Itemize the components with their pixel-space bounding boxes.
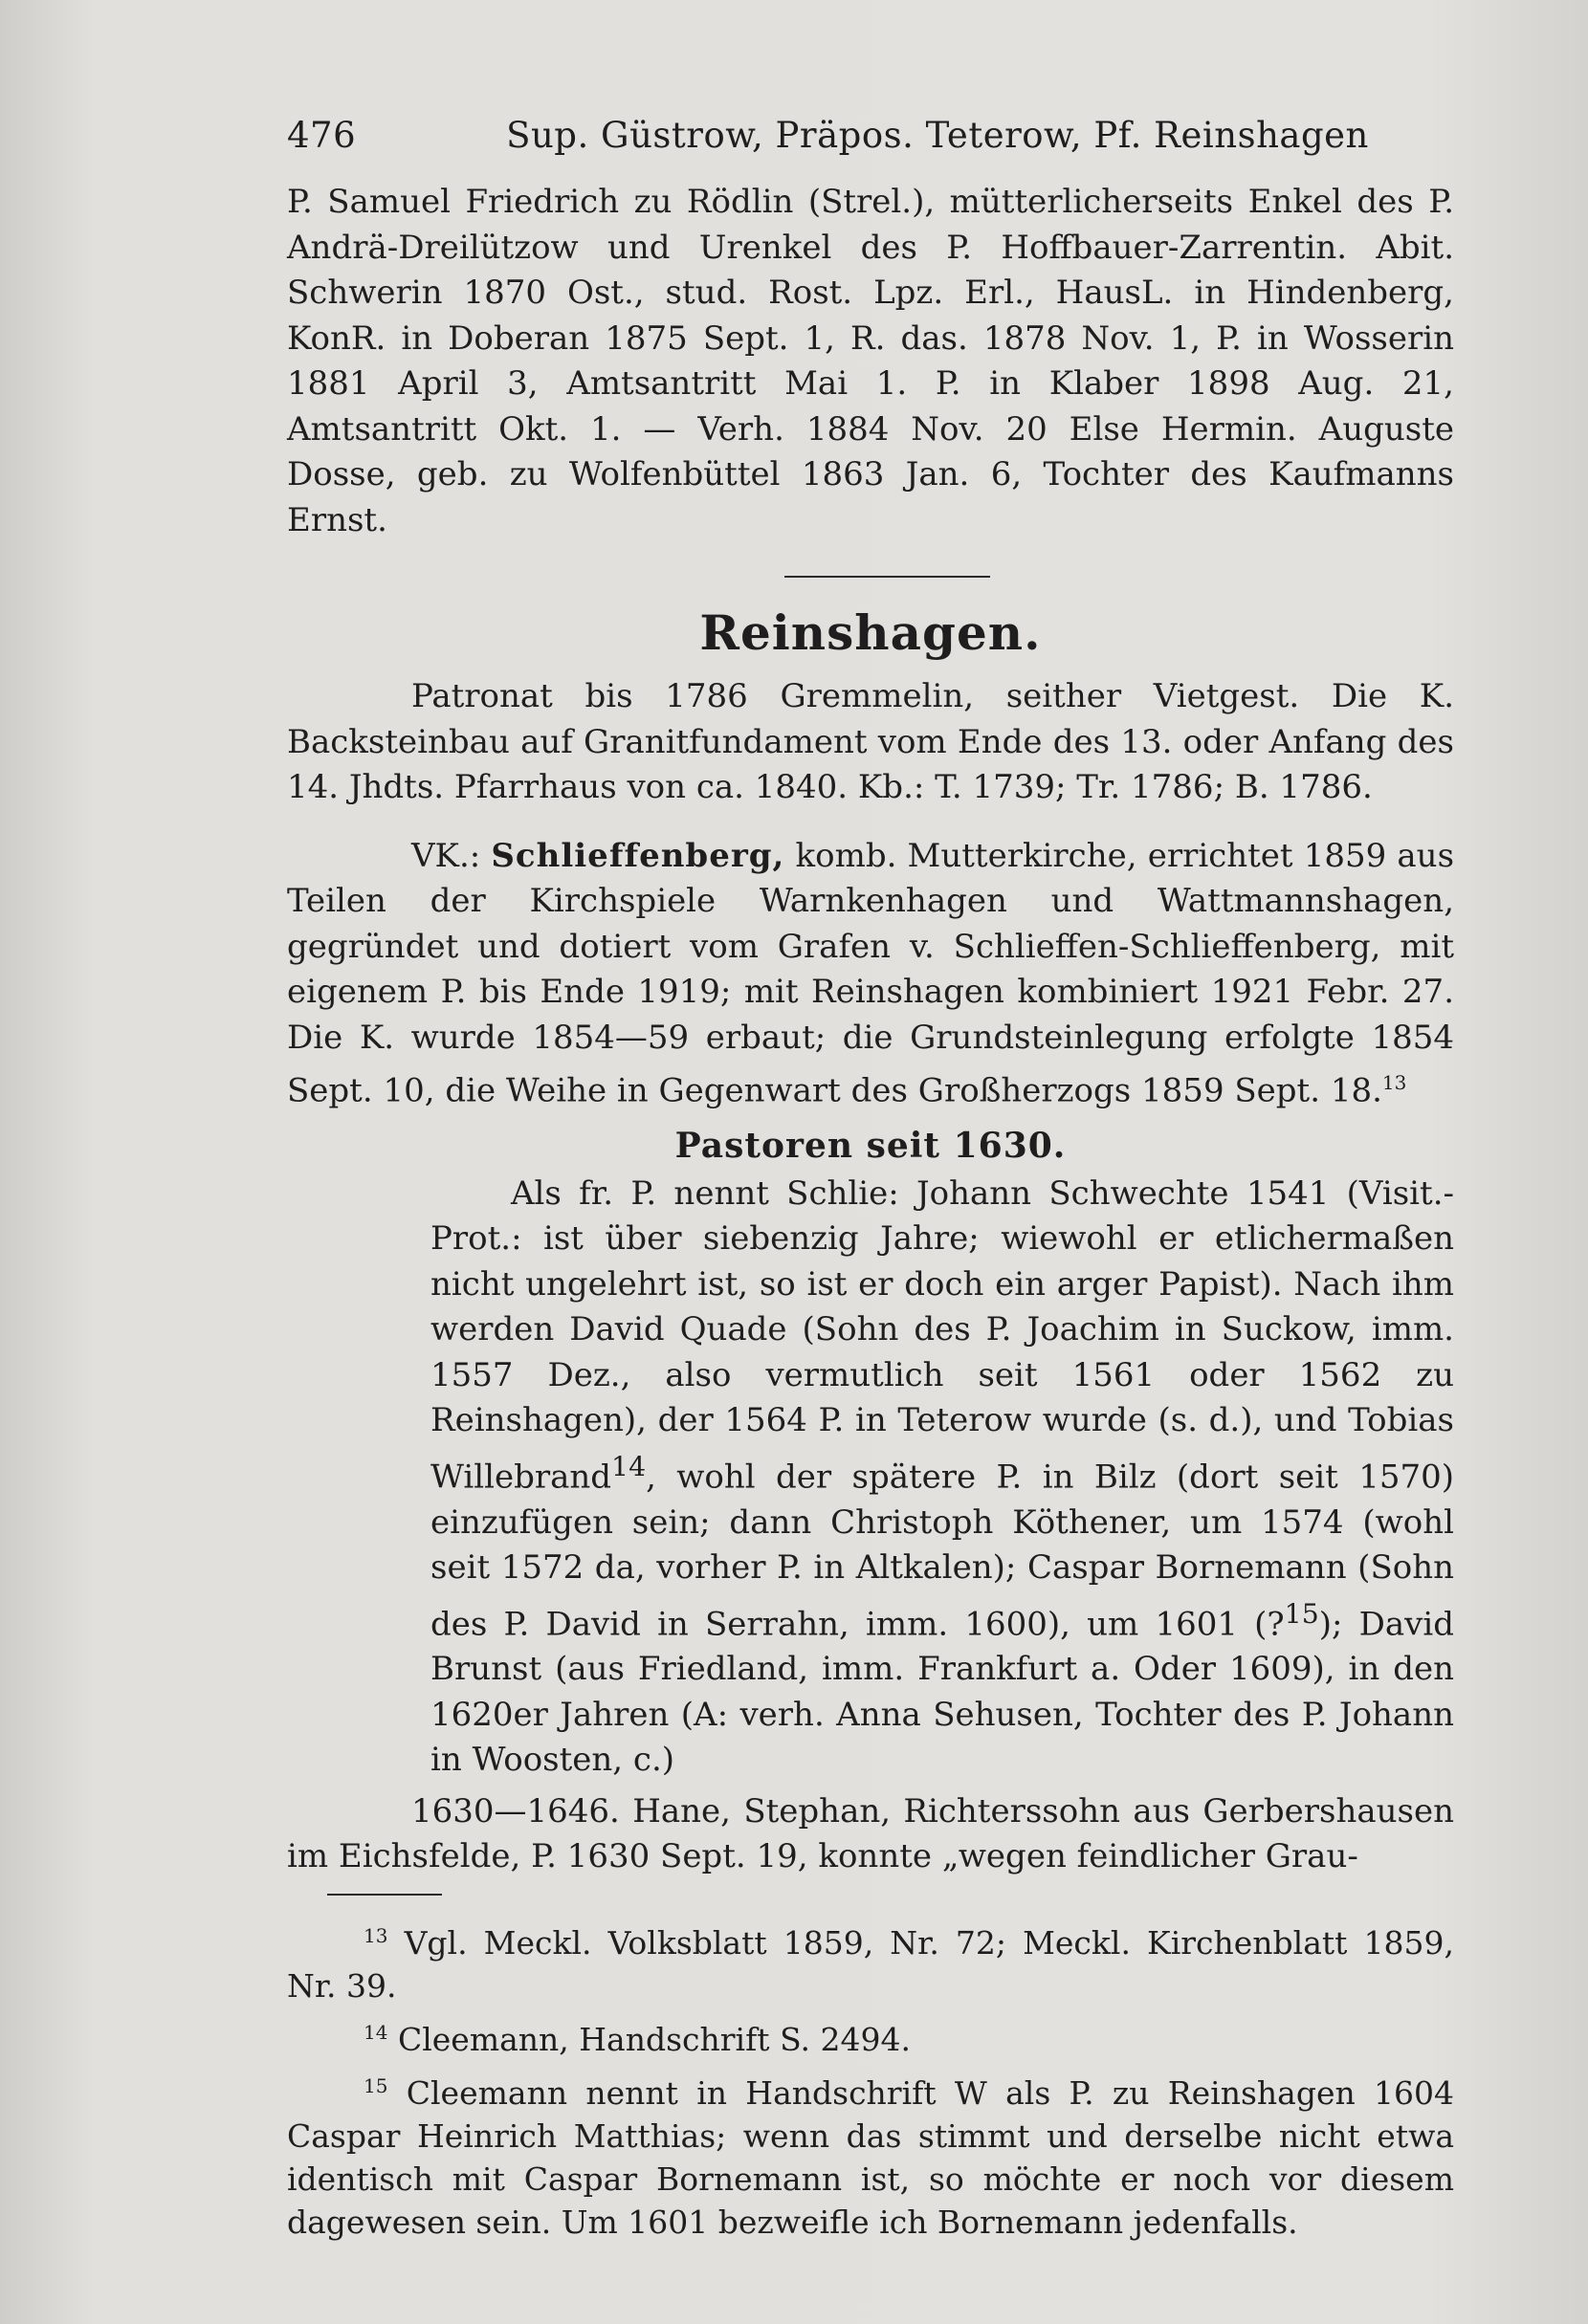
footnote-text: Vgl. Meckl. Volksblatt 1859, Nr. 72; Meckl. Kirchenblatt 1859, Nr. 39.: [287, 1923, 1454, 2005]
footnote-rule: [327, 1894, 442, 1896]
pastors-intro-paragraph: [430, 1172, 1454, 1784]
footnote-ref-15: 15: [1284, 1597, 1319, 1630]
page-number: 476: [287, 115, 357, 156]
page-header: [287, 115, 1454, 172]
pastors-intro-part-1: Als fr. P. nennt Schlie: Johann Schwechte 1541 (Visit.-Prot.: ist über siebenzig Jahre; wiewohl er etlichermaßen nicht ungelehrt ist, so ist er doch ein arger Papist). Nach ihm werden David Quade (Sohn des P. Joachim in Suckow, imm. 1557 Dez., also vermutlich seit 1561 oder 1562 zu Reinshagen), der 1564 P. in Teterow wurde (s. d.), und Tobias Willebrand: [430, 1173, 1454, 1497]
vk-parish-name: Schlieffenberg,: [491, 836, 785, 875]
running-head: Sup. Güstrow, Präpos. Teterow, Pf. Reinshagen: [506, 115, 1369, 156]
footnote-14: [287, 2011, 1454, 2061]
footnote-mark: 15: [364, 2073, 388, 2097]
footnote-mark: 13: [364, 1923, 388, 1947]
section-divider: [784, 576, 990, 578]
footnote-ref-13: 13: [1381, 1071, 1407, 1094]
vk-label: VK.:: [411, 836, 481, 875]
parish-title: Reinshagen.: [699, 604, 1042, 661]
footnote-13: [287, 1915, 1454, 2007]
vk-paragraph: [287, 834, 1454, 1114]
footnote-text: Cleemann, Handschrift S. 2494.: [397, 2020, 911, 2058]
pastors-intro-part-3: ); David Brunst (aus Friedland, imm. Frankfurt a. Oder 1609), in den 1620er Jahren (A: verh. Anna Sehusen, Tochter des P. Johann in Woosten, c.): [430, 1604, 1455, 1780]
footnote-mark: 14: [364, 2020, 388, 2044]
pastors-intro-part-2: , wohl der spätere P. in Bilz (dort seit 1570) einzufügen sein; dann Christoph Köthener, um 1574 (wohl seit 1572 da, vorher P. in Altkalen); Caspar Bornemann (Sohn des P. David in Serrahn, imm. 1600), um 1601 (?: [430, 1458, 1454, 1643]
pastor-entry-1630: 1630—1646. Hane, Stephan, Richterssohn aus Gerbershausen im Eichsfelde, P. 1630 Sept. 19, konnte „wegen feindlicher Grau-: [287, 1791, 1454, 1876]
footnote-text: Cleemann nennt in Handschrift W als P. zu Reinshagen 1604 Caspar Heinrich Matthias; wenn das stimmt und derselbe nicht etwa identisch mit Caspar Bornemann ist, so möchte er noch vor diesem dagewesen sein. Um 1601 bezweifle ich Bornemann jedenfalls.: [287, 2073, 1454, 2241]
pastors-section-title: Pastoren seit 1630.: [674, 1125, 1067, 1166]
footnote-15: [287, 2065, 1454, 2244]
vk-text: komb. Mutterkirche, errichtet 1859 aus Teilen der Kirchspiele Warnkenhagen und Wattmannshagen, gegründet und dotiert vom Grafen v. Schlieffen-Schlieffenberg, mit eigenem P. bis Ende 1919; mit Reinshagen kombiniert 1921 Febr. 27. Die K. wurde 1854—59 erbaut; die Grundsteinlegung erfolgte 1854 Sept. 10, die Weihe in Gegenwart des Großherzogs 1859 Sept. 18.: [287, 836, 1455, 1110]
patronat-paragraph: Patronat bis 1786 Gremmelin, seither Vietgest. Die K. Backsteinbau auf Granitfundament vom Ende des 13. oder Anfang des 14. Jhdts. Pfarrhaus von ca. 1840. Kb.: T. 1739; Tr. 1786; B. 1786.: [287, 677, 1454, 806]
previous-entry-text: P. Samuel Friedrich zu Rödlin (Strel.), mütterlicherseits Enkel des P. Andrä-Dreilützow und Urenkel des P. Hoffbauer-Zarrentin. Abit. Schwerin 1870 Ost., stud. Rost. Lpz. Erl., HausL. in Hindenberg, KonR. in Doberan 1875 Sept. 1, R. das. 1878 Nov. 1, P. in Wosserin 1881 April 3, Amtsantritt Mai 1. P. in Klaber 1898 Aug. 21, Amtsantritt Okt. 1. — Verh. 1884 Nov. 20 Else Hermin. Auguste Dosse, geb. zu Wolfenbüttel 1863 Jan. 6, Tochter des Kaufmanns Ernst.: [287, 183, 1454, 539]
footnote-ref-14: 14: [611, 1450, 647, 1482]
footnotes: [287, 1915, 1454, 2244]
